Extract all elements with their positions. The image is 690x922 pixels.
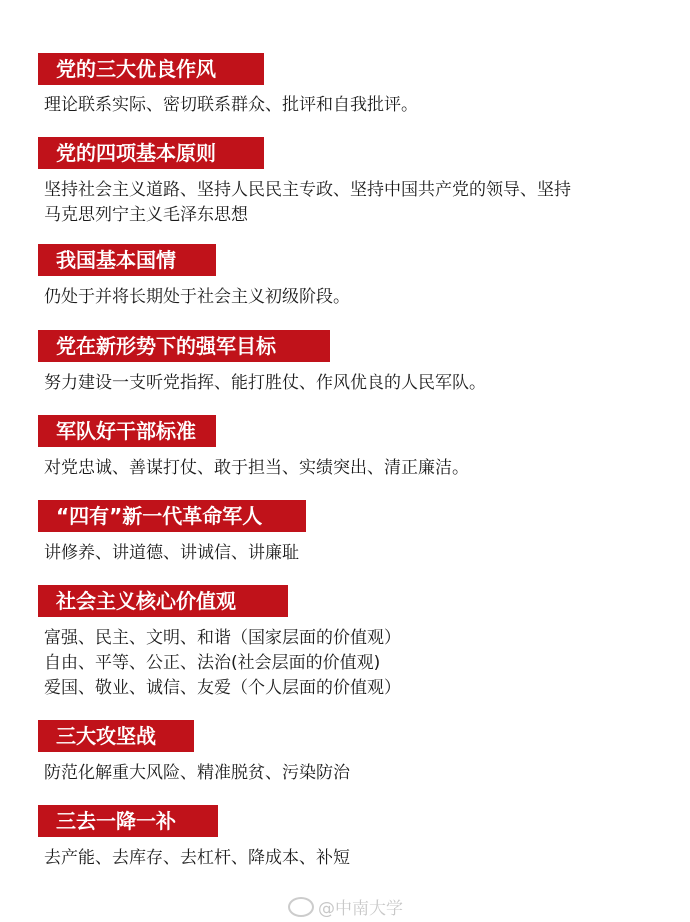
body-line: 讲修养、讲道德、讲诚信、讲廉耻: [44, 543, 299, 563]
section-title: 党在新形势下的强军目标: [38, 330, 330, 362]
section-body: [44, 846, 350, 871]
section-title: 三去一降一补: [38, 805, 218, 837]
section-title: 党的三大优良作风: [38, 53, 264, 85]
section-title: 军队好干部标准: [38, 415, 216, 447]
section-title: 党的四项基本原则: [38, 137, 264, 169]
section-body: [44, 178, 571, 228]
body-line: 努力建设一支听党指挥、能打胜仗、作风优良的人民军队。: [44, 373, 486, 393]
section-body: [44, 626, 401, 701]
section-body: [44, 456, 469, 481]
body-line: 理论联系实际、密切联系群众、批评和自我批评。: [44, 95, 418, 115]
watermark-text: @中南大学: [318, 899, 403, 919]
body-line: 对党忠诚、善谋打仗、敢于担当、实绩突出、清正廉洁。: [44, 458, 469, 478]
section-body: [44, 541, 299, 566]
watermark: [288, 894, 403, 919]
body-line: 仍处于并将长期处于社会主义初级阶段。: [44, 287, 350, 307]
section-title: 我国基本国情: [38, 244, 216, 276]
body-line: 马克思列宁主义毛泽东思想: [44, 205, 248, 225]
section-body: [44, 371, 486, 396]
body-line: 去产能、去库存、去杠杆、降成本、补短: [44, 848, 350, 868]
body-line: 富强、民主、文明、和谐（国家层面的价值观）: [44, 628, 401, 648]
section-body: [44, 761, 350, 786]
section-body: [44, 93, 418, 118]
body-line: 坚持社会主义道路、坚持人民民主专政、坚持中国共产党的领导、坚持: [44, 180, 571, 200]
body-line: 自由、平等、公正、法治(社会层面的价值观): [44, 653, 381, 673]
body-line: 防范化解重大风险、精准脱贫、污染防治: [44, 763, 350, 783]
weibo-logo-icon: [288, 897, 314, 917]
section-body: [44, 285, 350, 310]
section-title: 社会主义核心价值观: [38, 585, 288, 617]
body-line: 爱国、敬业、诚信、友爱（个人层面的价值观）: [44, 678, 401, 698]
section-title: 三大攻坚战: [38, 720, 194, 752]
section-title: “四有”新一代革命军人: [38, 500, 306, 532]
